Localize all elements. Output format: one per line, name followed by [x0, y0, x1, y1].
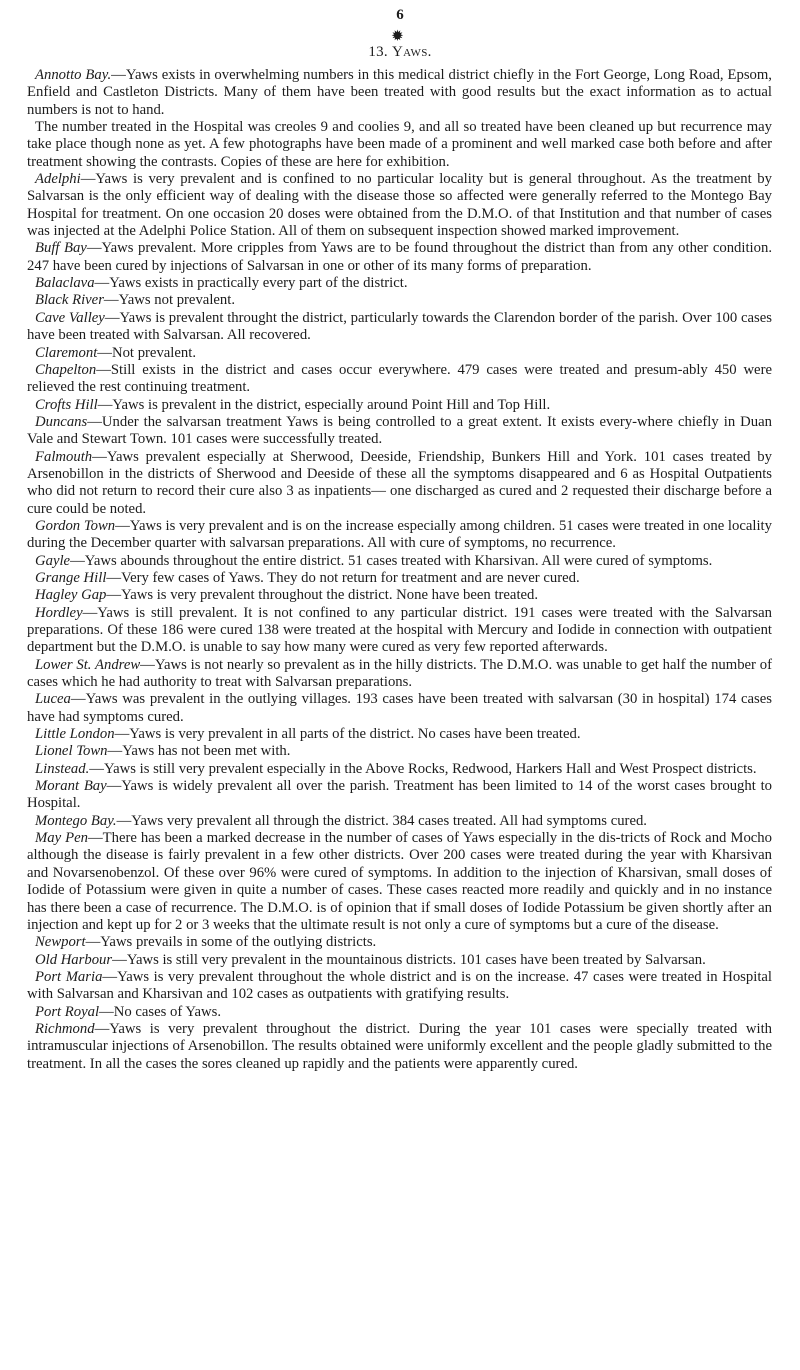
report-body	[27, 67, 772, 1073]
district-report-text: —Yaws is not nearly so prevalent as in the hilly districts. The D.M.O. was unable to get half the number of cases which he had authority to treat with Salvarsan preparations.	[27, 656, 772, 691]
district-report-text: —Yaws abounds throughout the entire district. 51 cases treated with Kharsivan. All were cured of symptoms.	[70, 552, 713, 569]
page-number: 6	[396, 7, 404, 23]
district-name: Old Harbour	[35, 951, 113, 968]
district-report-paragraph	[27, 1021, 772, 1073]
district-report-text: —Yaws prevalent. More cripples from Yaws are to be found throughout the district than from any other condition. 247 have been cured by injections of Salvarsan in one or other of its many forms of preparation.	[27, 240, 772, 274]
district-name: Balaclava	[35, 275, 95, 292]
district-report-paragraph	[27, 171, 772, 240]
district-report-paragraph	[27, 761, 772, 778]
district-report-paragraph	[27, 362, 772, 397]
district-name: Morant Bay	[35, 778, 107, 795]
district-report-paragraph	[27, 691, 772, 726]
district-report-paragraph	[27, 830, 772, 934]
district-name: Little London	[35, 726, 115, 743]
district-name: Port Maria	[35, 968, 103, 985]
district-report-paragraph	[27, 310, 772, 345]
district-report-text: —Yaws was prevalent in the outlying villages. 193 cases have been treated with salvarsan (30 in hospital) 174 cases have had symptoms cured.	[27, 691, 772, 725]
district-report-paragraph	[27, 345, 772, 362]
district-name: Lower St. Andrew	[35, 656, 141, 673]
district-report-paragraph	[27, 292, 772, 309]
district-report-paragraph	[27, 934, 772, 951]
district-report-text: —Yaws is very prevalent throughout the whole district and is on the increase. 47 cases were treated in Hospital with Salvarsan and Kharsivan and 102 cases as outpatients with gratifying results.	[27, 968, 772, 1003]
district-report-text: —Yaws is prevalent in the district, especially around Point Hill and Top Hill.	[97, 396, 551, 413]
district-name: Gordon Town	[35, 517, 116, 534]
district-report-paragraph	[27, 605, 772, 657]
district-report-paragraph	[27, 952, 772, 969]
district-name: Linstead.	[35, 760, 90, 777]
district-name: Duncans	[35, 413, 88, 430]
section-number: 13.	[368, 44, 388, 60]
district-report-text: —Still exists in the district and cases occur everywhere. 479 cases were treated and presum-ably 450 were relieved the rest continuing treatment.	[27, 361, 772, 396]
district-report-paragraph	[27, 1004, 772, 1021]
district-report-paragraph	[27, 414, 772, 449]
district-report-text: —Yaws is very prevalent throughout the district. None have been treated.	[106, 587, 539, 604]
district-report-paragraph	[27, 275, 772, 292]
district-name: Richmond	[35, 1020, 95, 1037]
district-name: Adelphi	[35, 171, 81, 188]
district-report-text: —Yaws is very prevalent throughout the district. During the year 101 cases were specially treated with intramuscular injections of Arsenobillon. The results obtained were uniformly excellent and the people gladly submitted to the treatment. In all the cases the sores cleaned up rapidly and the patients were apparently cured.	[27, 1020, 772, 1072]
district-report-text: —Yaws very prevalent all through the district. 384 cases treated. All had symptoms cured.	[116, 812, 647, 829]
district-report-text: —Yaws is still very prevalent especially in the Above Rocks, Redwood, Harkers Hall and West Prospect districts.	[89, 760, 757, 777]
district-report-text: —There has been a marked decrease in the number of cases of Yaws especially in the dis-tricts of Rock and Mocho although the disease is fairly prevalent in a few other districts. Over 200 cases were treated during the year with Kharsivan and Novarsenobenzol. Of these over 96% were cured of symptoms. In addition to the injection of Kharsivan, small doses of Iodide of Potassium were given in quite a number of cases. These cases reacted more readily and quickly and in no instance has there been a case of recurrence. The D.M.O. is of opinion that if small doses of Iodide Potassium be given shortly after an injection and kept up for 2 or 3 weeks that the ultimate result is not only a cure of symptoms but a cure of the disease.	[27, 830, 772, 933]
district-report-text: —Yaws is still prevalent. It is not confined to any particular district. 191 cases were treated with the Salvarsan preparations. Of these 186 were cured 138 were treated at the hospital with Mercury and Iodide in connection with outpatient department but the D.M.O. is unable to say how many were cured as very few reported afterwards.	[27, 604, 772, 656]
district-name: Buff Bay	[35, 240, 87, 257]
district-report-paragraph	[27, 778, 772, 813]
district-report-paragraph	[27, 570, 772, 587]
district-report-text: —Yaws is very prevalent in all parts of the district. No cases have been treated.	[114, 726, 581, 743]
district-name: Annotto Bay.	[35, 67, 112, 83]
district-report-text: —Under the salvarsan treatment Yaws is being controlled to a great extent. It exists every-where chiefly in Duan Vale and Stewart Town. 101 cases were successfully treated.	[27, 413, 772, 448]
district-name: Grange Hill	[35, 569, 107, 586]
district-report-text: —Yaws is widely prevalent all over the parish. Treatment has been limited to 14 of the worst cases brought to Hospital.	[27, 778, 772, 812]
section-heading	[0, 44, 800, 61]
district-report-paragraph	[27, 813, 772, 830]
district-report-paragraph	[27, 969, 772, 1004]
district-report-paragraph	[27, 657, 772, 692]
district-name: Gayle	[35, 552, 71, 569]
district-report-text: —Yaws not prevalent.	[103, 292, 236, 309]
district-name: Montego Bay.	[35, 812, 117, 829]
district-report-paragraph	[27, 587, 772, 604]
district-name: Lucea	[35, 691, 71, 708]
district-name: Black River	[35, 292, 104, 309]
district-report-text: —Yaws is very prevalent and is confined to no particular locality but is general throughout. As the treatment by Salvarsan is the only efficient way of dealing with the disease those so affected were generally referred to the Montego Bay Hospital for treatment. On one occasion 20 doses were obtained from the D.M.O. of that Institution and that number of cases was injected at the Adelphi Police Station. All of them on subsequent inspection showed marked improvement.	[27, 171, 772, 240]
district-report-paragraph	[27, 518, 772, 553]
district-report-text: The number treated in the Hospital was creoles 9 and coolies 9, and all so treated have been cleaned up but recurrence may take place though none as yet. A few photographs have been made of a prominent and well marked case both before and after treatment showing the contrasts. Copies of these are here for exhibition.	[27, 119, 772, 170]
district-name: Chapelton	[35, 361, 97, 378]
printer-mark: ✹	[392, 28, 403, 43]
district-report-text: —Yaws is still very prevalent in the mountainous districts. 101 cases have been treated by Salvarsan.	[112, 951, 706, 968]
district-name: Hordley	[35, 604, 83, 621]
district-report-text: —Yaws is prevalent throught the district, particularly towards the Clarendon border of the parish. Over 100 cases have been treated with Salvarsan. All recovered.	[27, 309, 772, 344]
district-report-paragraph	[27, 743, 772, 760]
district-name: Lionel Town	[35, 743, 108, 760]
district-report-paragraph	[27, 726, 772, 743]
district-name: Hagley Gap	[35, 587, 107, 604]
district-name: Cave Valley	[35, 309, 105, 326]
district-report-text: —Yaws exists in overwhelming numbers in this medical district chiefly in the Fort George, Long Road, Epsom, Enfield and Castleton Districts. Many of them have been treated with good results but the exact information as to actual numbers is not to hand.	[27, 67, 772, 118]
district-report-paragraph	[27, 119, 772, 171]
district-name: Newport	[35, 934, 86, 951]
district-report-text: —Yaws is very prevalent and is on the increase especially among children. 51 cases were treated in one locality during the December quarter with salvarsan preparations. All with cure of symptoms, no recurrence.	[27, 517, 772, 552]
district-name: Port Royal	[35, 1003, 100, 1020]
district-report-text: —Very few cases of Yaws. They do not return for treatment and are never cured.	[106, 569, 580, 586]
district-name: Crofts Hill	[35, 396, 98, 413]
district-report-text: —Yaws prevalent especially at Sherwood, Deeside, Friendship, Bunkers Hill and York. 101 cases treated by Arsenobillon in the districts of Sherwood and Deeside of these all the symptoms disappeared and 6 as Hospital Outpatients who did not return to record their cure also 3 as inpatients— one discharged as cured and 2 requested their discharge before a cure could be noted.	[27, 448, 772, 517]
district-report-paragraph	[27, 67, 772, 119]
district-report-paragraph	[27, 553, 772, 570]
district-report-text: —Yaws has not been met with.	[107, 743, 291, 760]
district-name: Falmouth	[35, 448, 93, 465]
district-name: Claremont	[35, 344, 98, 361]
section-title: Yaws.	[392, 44, 432, 60]
district-report-paragraph	[27, 397, 772, 414]
district-report-text: —No cases of Yaws.	[99, 1003, 222, 1020]
district-report-text: —Yaws exists in practically every part of the district.	[94, 275, 408, 292]
district-report-text: —Yaws prevails in some of the outlying districts.	[85, 934, 377, 951]
district-report-text: —Not prevalent.	[97, 344, 197, 361]
district-report-paragraph	[27, 449, 772, 518]
district-report-paragraph	[27, 240, 772, 275]
district-name: May Pen	[35, 830, 88, 847]
